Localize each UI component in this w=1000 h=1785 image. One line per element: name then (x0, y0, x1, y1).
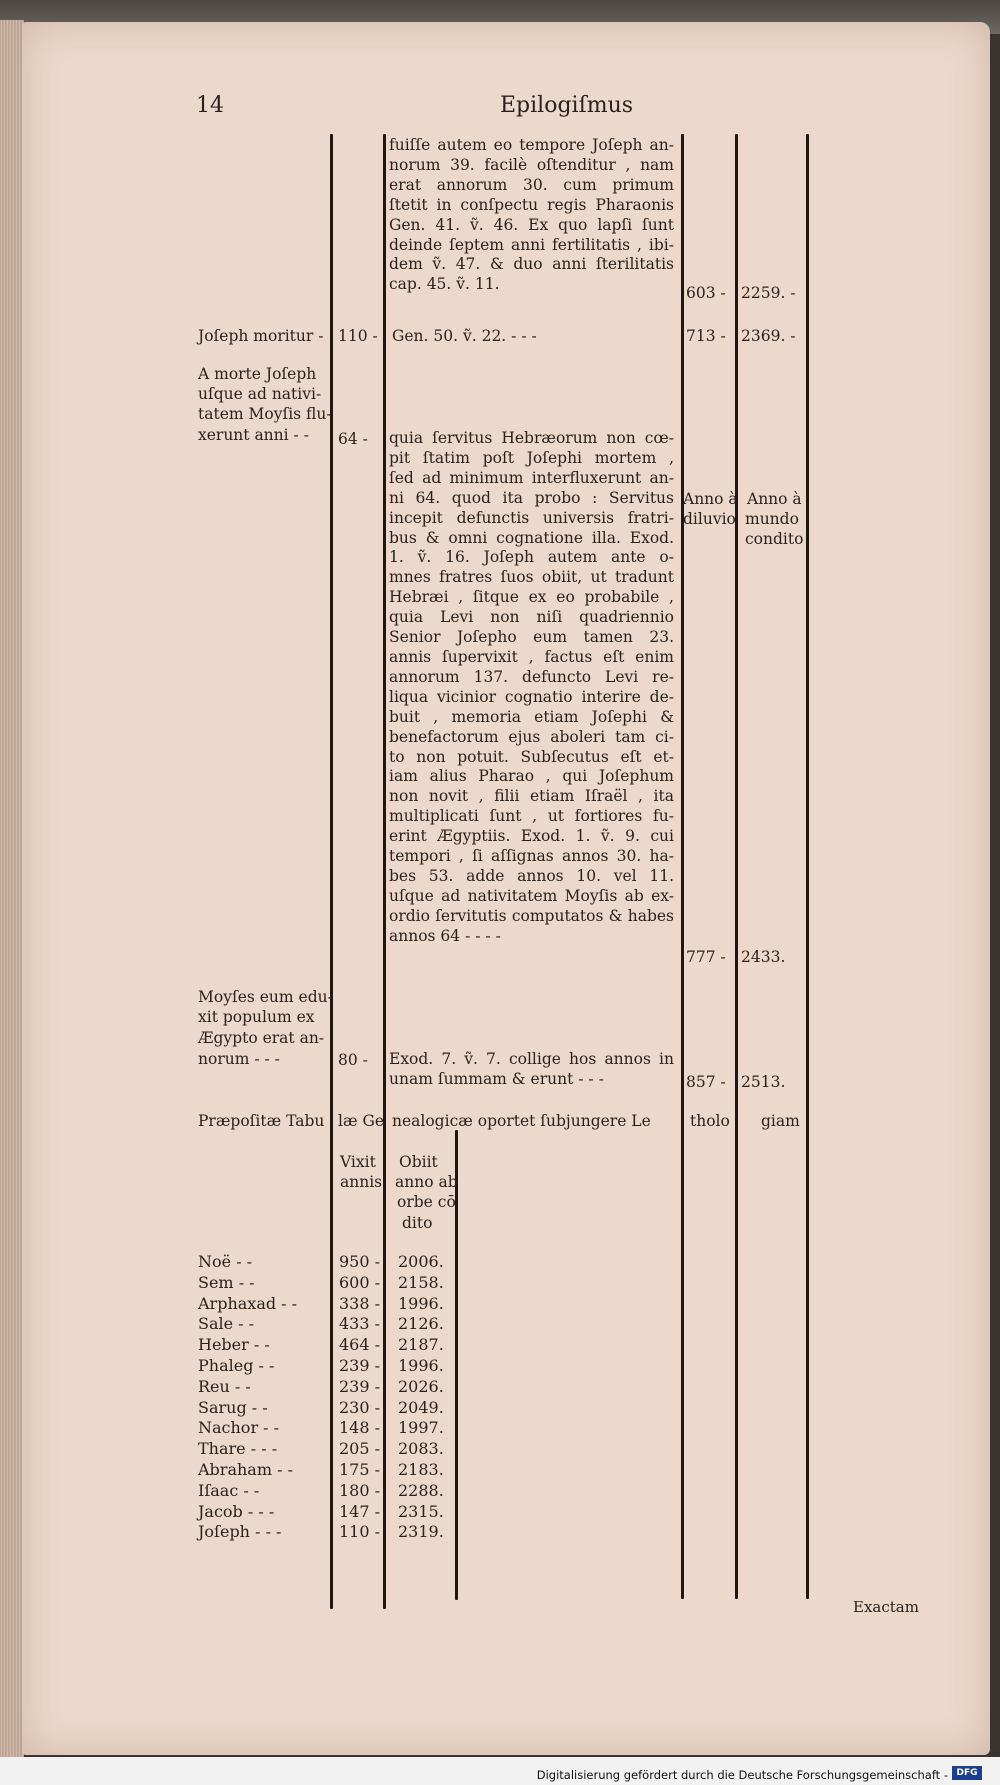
obiit-header: orbe cō (397, 1193, 456, 1211)
vixit-cell: 433 - (339, 1314, 381, 1334)
event-label-line: xit populum ex (198, 1008, 315, 1026)
column-rule-2 (383, 134, 386, 1609)
genealogy-obiit (398, 1252, 444, 1543)
obiit-cell: 2026. (398, 1376, 444, 1396)
name-cell: Nachor - - (198, 1418, 280, 1438)
closing-line-part: Præpoſitæ Tabu (198, 1112, 325, 1130)
column-rule-5 (735, 134, 738, 1599)
obiit-cell: 2315. (398, 1501, 444, 1521)
commentary-paragraph-4: Exod. 7. ṽ. 7. collige hos annos in unam ſummam & erunt - - - (389, 1050, 674, 1088)
year-mundo-1: 2259. - (741, 284, 796, 302)
vixit-cell: 239 - (339, 1355, 381, 1375)
event-label: Joſeph moritur - (198, 327, 324, 345)
vixit-cell: 338 - (339, 1293, 381, 1313)
name-cell: Noë - - (198, 1252, 253, 1271)
dfg-logo-icon: DFG (952, 1766, 982, 1780)
name-cell: Sem - - (198, 1272, 255, 1292)
obiit-cell: 2319. (398, 1522, 444, 1542)
vixit-cell: 239 - (339, 1376, 381, 1396)
vixit-cell: 147 - (339, 1501, 381, 1521)
vixit-cell: 230 - (339, 1397, 381, 1417)
name-cell: Jacob - - - (198, 1501, 275, 1521)
anno-mundo-heading: condito (745, 530, 804, 548)
name-cell: Phaleg - - (198, 1355, 275, 1375)
year-diluvio-4: 857 - (686, 1073, 726, 1091)
column-rule-6 (806, 134, 809, 1599)
closing-line-part: tholo (690, 1112, 730, 1130)
obiit-cell: 2288. (398, 1480, 444, 1500)
year-diluvio-2: 713 - (686, 327, 726, 345)
vixit-cell: 148 - (339, 1418, 381, 1438)
closing-line-part: nealogicæ oportet ſubjungere Le (392, 1112, 651, 1130)
funding-notice: Digitalisierung gefördert durch die Deutsche Forschungsgemeinschaft - (536, 1768, 948, 1782)
year-diluvio-3: 777 - (686, 948, 726, 966)
event-label-line: tatem Moyſis flu- (198, 405, 332, 423)
obiit-cell: 2187. (398, 1335, 444, 1355)
anno-diluvio-heading: Anno à (683, 490, 738, 508)
running-title: Epilogiſmus (500, 93, 634, 118)
vixit-cell: 950 - (339, 1252, 381, 1271)
vixit-header: Vixit (340, 1153, 376, 1171)
obiit-cell: 2158. (398, 1272, 444, 1292)
age-value: 80 - (338, 1051, 368, 1069)
closing-line-part: giam (761, 1112, 800, 1130)
event-label-line: uſque ad nativi- (198, 385, 322, 403)
obiit-cell: 1997. (398, 1418, 444, 1438)
genealogy-names (198, 1252, 297, 1543)
vixit-cell: 110 - (339, 1522, 381, 1542)
obiit-header: anno ab (395, 1173, 458, 1191)
column-rule-1 (330, 134, 333, 1609)
commentary-paragraph-1: fuiſſe autem eo tempore Joſeph an- norum 39. facilè oſtenditur , nam erat annorum 30. cum primum ſtetit in conſpectu regis Pharaonis Gen. 41. ṽ. 46. Ex quo lapſi ſunt deinde ſeptem anni fertilitatis , ibi- dem ṽ. 47. & duo anni ſterilitatis cap. 45. ṽ. 11. (389, 136, 674, 294)
event-label-line: xerunt anni - - (198, 426, 309, 444)
vixit-header: annis (340, 1173, 383, 1191)
catchword: Exactam (853, 1598, 919, 1616)
name-cell: Reu - - (198, 1376, 251, 1396)
vixit-cell: 180 - (339, 1480, 381, 1500)
name-cell: Sarug - - (198, 1397, 268, 1417)
name-cell: Sale - - (198, 1314, 255, 1334)
year-mundo-4: 2513. (741, 1073, 786, 1091)
age-value: 110 - (338, 327, 378, 345)
event-label-line: norum - - - (198, 1050, 280, 1068)
obiit-cell: 2049. (398, 1397, 444, 1417)
age-value: 64 - (338, 430, 368, 448)
closing-line-part: læ Ge (338, 1112, 385, 1130)
commentary-paragraph-3: quia ſervitus Hebræorum non cœ- pit ſtatim poſt Joſephi mortem , ſed ad minimum interfluxerunt an- ni 64. quod ita probo : Servitus incepit defunctis universis fratri- bus & omni cognatione illa. Exod. 1. ṽ. 16. Joſeph autem ante o- mnes fratres ſuos obiit, ut tradunt Hebræi , ſitque ex eo probabile , quia Levi non niſi quadriennio Senior Joſepho eum tamen 23. annis ſupervixit , factus eſt enim annorum 137. defuncto Levi re- liqua vicinior cognatio interire de- buit , memoria etiam Joſephi & benefactorum ejus aboleri tam ci- to non potuit. Subſecutus eſt et- iam alius Pharao , qui Joſephum non novit , filii etiam Iſraël , ita multiplicati ſunt , ut fortiores fu- erint Ægyptiis. Exod. 1. ṽ. 9. cui tempori , ſi aſſignas annos 30. ha- bes 53. adde annos 10. vel 11. uſque ad nativitatem Moyſis ab ex- ordio ſervitutis computatos & habes annos 64 - - - - (389, 429, 674, 945)
obiit-cell: 2183. (398, 1459, 444, 1479)
name-cell: Arphaxad - - (198, 1293, 298, 1313)
page-number: 14 (196, 93, 224, 118)
genealogy-vixit (339, 1252, 380, 1543)
obiit-cell: 2006. (398, 1252, 444, 1271)
event-label-line: Moyſes eum edu- (198, 988, 333, 1006)
anno-diluvio-heading: diluvio (683, 510, 736, 528)
year-mundo-3: 2433. (741, 948, 786, 966)
event-label-line: Ægypto erat an- (198, 1029, 325, 1047)
name-cell: Abraham - - (198, 1459, 293, 1479)
name-cell: Heber - - (198, 1335, 270, 1355)
anno-mundo-heading: mundo (745, 510, 799, 528)
column-rule-4 (681, 134, 684, 1599)
obiit-header: Obiit (399, 1153, 438, 1171)
name-cell: Iſaac - - (198, 1480, 260, 1500)
book-spine-edge (0, 20, 24, 1760)
obiit-cell: 2083. (398, 1439, 444, 1459)
vixit-cell: 175 - (339, 1459, 381, 1479)
vixit-cell: 600 - (339, 1272, 381, 1292)
name-cell: Thare - - - (198, 1439, 278, 1459)
obiit-cell: 2126. (398, 1314, 444, 1334)
obiit-cell: 1996. (398, 1293, 444, 1313)
year-mundo-2: 2369. - (741, 327, 796, 345)
event-label-line: A morte Joſeph (198, 365, 317, 383)
vixit-cell: 464 - (339, 1335, 381, 1355)
name-cell: Joſeph - - - (198, 1522, 282, 1542)
obiit-cell: 1996. (398, 1355, 444, 1375)
obiit-header: dito (402, 1214, 433, 1232)
year-diluvio-1: 603 - (686, 284, 726, 302)
commentary-line: Gen. 50. ṽ. 22. - - - (392, 327, 537, 345)
vixit-cell: 205 - (339, 1439, 381, 1459)
anno-mundo-heading: Anno à (747, 490, 802, 508)
